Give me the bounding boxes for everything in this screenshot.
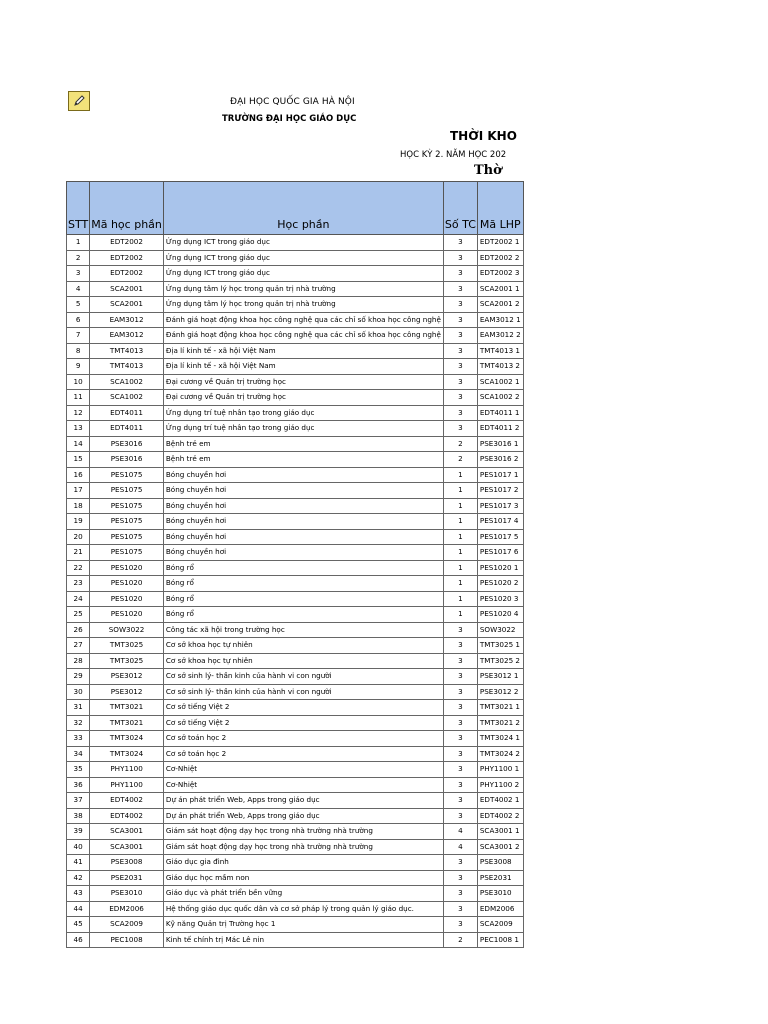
- cell-stt[interactable]: 46: [67, 932, 90, 948]
- table-row: [67, 235, 524, 251]
- cell-stt[interactable]: 20: [67, 529, 90, 545]
- table-row: [67, 808, 524, 824]
- cell-course-name[interactable]: Bóng rổ: [163, 560, 443, 576]
- table-row: [67, 312, 524, 328]
- cell-course-name[interactable]: Đánh giá hoạt động khoa học công nghệ qua các chỉ số khoa học công nghệ: [163, 328, 443, 344]
- cell-stt[interactable]: 37: [67, 793, 90, 809]
- cell-course-code[interactable]: EDT4011: [90, 405, 164, 421]
- cell-course-name[interactable]: Cơ sở sinh lý- thần kinh của hành vi con người: [163, 669, 443, 685]
- cell-course-code[interactable]: PES1075: [90, 514, 164, 530]
- cell-course-name[interactable]: Địa lí kinh tế - xã hội Việt Nam: [163, 359, 443, 375]
- cell-class-code[interactable]: SCA1002 2: [477, 390, 523, 406]
- cell-credits[interactable]: 3: [443, 622, 477, 638]
- cell-credits[interactable]: 3: [443, 684, 477, 700]
- cell-course-code[interactable]: TMT3025: [90, 638, 164, 654]
- cell-class-code[interactable]: EDT4002 2: [477, 808, 523, 824]
- cell-credits[interactable]: 1: [443, 545, 477, 561]
- cell-course-name[interactable]: Bóng chuyền hơi: [163, 529, 443, 545]
- cell-class-code[interactable]: SCA2001 1: [477, 281, 523, 297]
- cell-course-code[interactable]: EDT2002: [90, 266, 164, 282]
- cell-stt[interactable]: 3: [67, 266, 90, 282]
- cell-course-code[interactable]: TMT4013: [90, 343, 164, 359]
- table-row: [67, 498, 524, 514]
- cell-credits[interactable]: 3: [443, 777, 477, 793]
- cell-course-name[interactable]: Địa lí kinh tế - xã hội Việt Nam: [163, 343, 443, 359]
- cell-course-name[interactable]: Bóng chuyền hơi: [163, 467, 443, 483]
- table-row: [67, 638, 524, 654]
- cell-course-name[interactable]: Dự án phát triển Web, Apps trong giáo dục: [163, 793, 443, 809]
- cell-credits[interactable]: 3: [443, 359, 477, 375]
- table-row: [67, 483, 524, 499]
- table-row: [67, 917, 524, 933]
- term-label: HỌC KỲ 2. NĂM HỌC 202: [400, 150, 507, 160]
- cell-course-code[interactable]: SCA3001: [90, 839, 164, 855]
- cell-course-name[interactable]: Đại cương về Quản trị trường học: [163, 390, 443, 406]
- cell-course-name[interactable]: Ứng dụng ICT trong giáo dục: [163, 250, 443, 266]
- cell-course-name[interactable]: Hệ thống giáo dục quốc dân và cơ sở pháp lý trong quản lý giáo dục.: [163, 901, 443, 917]
- cell-course-code[interactable]: TMT3024: [90, 731, 164, 747]
- cell-class-code[interactable]: PES1020 2: [477, 576, 523, 592]
- cell-course-code[interactable]: EDT2002: [90, 235, 164, 251]
- table-row: [67, 560, 524, 576]
- table-row: [67, 405, 524, 421]
- cell-credits[interactable]: 4: [443, 824, 477, 840]
- cell-class-code[interactable]: EDT2002 3: [477, 266, 523, 282]
- cell-stt[interactable]: 45: [67, 917, 90, 933]
- cell-stt[interactable]: 17: [67, 483, 90, 499]
- cell-credits[interactable]: 3: [443, 638, 477, 654]
- cell-credits[interactable]: 1: [443, 529, 477, 545]
- cell-course-code[interactable]: PES1020: [90, 560, 164, 576]
- cell-stt[interactable]: 22: [67, 560, 90, 576]
- cell-stt[interactable]: 25: [67, 607, 90, 623]
- column-header-class-code[interactable]: Mã LHP: [477, 182, 523, 235]
- table-row: [67, 622, 524, 638]
- cell-class-code[interactable]: TMT3025 2: [477, 653, 523, 669]
- cell-class-code[interactable]: PES1020 3: [477, 591, 523, 607]
- table-row: [67, 901, 524, 917]
- cell-course-name[interactable]: Giáo dục gia đình: [163, 855, 443, 871]
- cell-class-code[interactable]: SCA2001 2: [477, 297, 523, 313]
- cell-course-name[interactable]: Bóng chuyền hơi: [163, 545, 443, 561]
- cell-credits[interactable]: 3: [443, 901, 477, 917]
- cell-stt[interactable]: 12: [67, 405, 90, 421]
- cell-credits[interactable]: 3: [443, 235, 477, 251]
- cell-course-code[interactable]: PES1020: [90, 576, 164, 592]
- column-header-stt[interactable]: STT: [67, 182, 90, 235]
- cell-course-code[interactable]: PSE3012: [90, 669, 164, 685]
- table-row: [67, 514, 524, 530]
- cell-stt[interactable]: 28: [67, 653, 90, 669]
- cell-class-code[interactable]: PES1017 6: [477, 545, 523, 561]
- cell-credits[interactable]: 3: [443, 669, 477, 685]
- cell-course-name[interactable]: Ứng dụng tâm lý học trong quản trị nhà trường: [163, 281, 443, 297]
- cell-class-code[interactable]: PES1017 3: [477, 498, 523, 514]
- cell-course-code[interactable]: EDT4002: [90, 808, 164, 824]
- table-row: [67, 684, 524, 700]
- cell-credits[interactable]: 3: [443, 328, 477, 344]
- cell-stt[interactable]: 10: [67, 374, 90, 390]
- cell-course-name[interactable]: Dự án phát triển Web, Apps trong giáo dục: [163, 808, 443, 824]
- table-row: [67, 793, 524, 809]
- table-row: [67, 343, 524, 359]
- cell-stt[interactable]: 2: [67, 250, 90, 266]
- cell-stt[interactable]: 5: [67, 297, 90, 313]
- page-subtitle: Thờ: [474, 163, 502, 178]
- cell-credits[interactable]: 3: [443, 390, 477, 406]
- cell-credits[interactable]: 3: [443, 250, 477, 266]
- cell-course-code[interactable]: SOW3022: [90, 622, 164, 638]
- cell-course-name[interactable]: Cơ sở khoa học tự nhiên: [163, 638, 443, 654]
- cell-credits[interactable]: 3: [443, 297, 477, 313]
- cell-course-code[interactable]: PES1020: [90, 607, 164, 623]
- cell-credits[interactable]: 3: [443, 870, 477, 886]
- cell-stt[interactable]: 44: [67, 901, 90, 917]
- cell-course-code[interactable]: SCA2009: [90, 917, 164, 933]
- cell-class-code[interactable]: TMT3021 2: [477, 715, 523, 731]
- table-header-row: [67, 182, 524, 235]
- cell-credits[interactable]: 3: [443, 855, 477, 871]
- cell-class-code[interactable]: SCA3001 2: [477, 839, 523, 855]
- cell-class-code[interactable]: SCA2009: [477, 917, 523, 933]
- cell-credits[interactable]: 1: [443, 607, 477, 623]
- cell-stt[interactable]: 42: [67, 870, 90, 886]
- cell-stt[interactable]: 41: [67, 855, 90, 871]
- table-row: [67, 529, 524, 545]
- cell-course-name[interactable]: Cơ-Nhiệt: [163, 777, 443, 793]
- cell-credits[interactable]: 3: [443, 653, 477, 669]
- table-row: [67, 328, 524, 344]
- cell-class-code[interactable]: PSE2031: [477, 870, 523, 886]
- cell-course-name[interactable]: Bóng chuyền hơi: [163, 498, 443, 514]
- table-row: [67, 281, 524, 297]
- cell-stt[interactable]: 35: [67, 762, 90, 778]
- cell-credits[interactable]: 3: [443, 715, 477, 731]
- column-header-credits[interactable]: Số TC: [443, 182, 477, 235]
- cell-course-name[interactable]: Đại cương về Quản trị trường học: [163, 374, 443, 390]
- table-row: [67, 421, 524, 437]
- cell-course-code[interactable]: EAM3012: [90, 312, 164, 328]
- cell-credits[interactable]: 3: [443, 405, 477, 421]
- cell-course-name[interactable]: Cơ sở tiếng Việt 2: [163, 715, 443, 731]
- page-title: THỜI KHO: [450, 129, 517, 143]
- cell-class-code[interactable]: PES1017 4: [477, 514, 523, 530]
- cell-course-code[interactable]: PSE2031: [90, 870, 164, 886]
- cell-course-code[interactable]: PSE3008: [90, 855, 164, 871]
- cell-course-code[interactable]: EDT4011: [90, 421, 164, 437]
- cell-credits[interactable]: 3: [443, 421, 477, 437]
- cell-stt[interactable]: 21: [67, 545, 90, 561]
- cell-class-code[interactable]: TMT3024 2: [477, 746, 523, 762]
- cell-course-code[interactable]: PES1020: [90, 591, 164, 607]
- cell-course-code[interactable]: PES1075: [90, 467, 164, 483]
- cell-stt[interactable]: 13: [67, 421, 90, 437]
- table-row: [67, 576, 524, 592]
- cell-course-name[interactable]: Ứng dụng trí tuệ nhân tạo trong giáo dục: [163, 421, 443, 437]
- cell-credits[interactable]: 4: [443, 839, 477, 855]
- cell-stt[interactable]: 33: [67, 731, 90, 747]
- cell-course-name[interactable]: Giám sát hoạt động dạy học trong nhà trường nhà trường: [163, 839, 443, 855]
- cell-course-code[interactable]: TMT3021: [90, 700, 164, 716]
- cell-class-code[interactable]: SOW3022: [477, 622, 523, 638]
- cell-class-code[interactable]: PES1020 1: [477, 560, 523, 576]
- table-row: [67, 250, 524, 266]
- cell-class-code[interactable]: PSE3016 1: [477, 436, 523, 452]
- table-row: [67, 591, 524, 607]
- cell-course-name[interactable]: Đánh giá hoạt động khoa học công nghệ qua các chỉ số khoa học công nghệ: [163, 312, 443, 328]
- cell-stt[interactable]: 43: [67, 886, 90, 902]
- table-row: [67, 855, 524, 871]
- cell-class-code[interactable]: SCA3001 1: [477, 824, 523, 840]
- table-row: [67, 390, 524, 406]
- cell-stt[interactable]: 31: [67, 700, 90, 716]
- cell-credits[interactable]: 3: [443, 731, 477, 747]
- cell-class-code[interactable]: TMT4013 1: [477, 343, 523, 359]
- cell-stt[interactable]: 9: [67, 359, 90, 375]
- cell-course-name[interactable]: Công tác xã hội trong trường học: [163, 622, 443, 638]
- cell-stt[interactable]: 38: [67, 808, 90, 824]
- cell-class-code[interactable]: PES1020 4: [477, 607, 523, 623]
- table-row: [67, 839, 524, 855]
- cell-stt[interactable]: 16: [67, 467, 90, 483]
- cell-class-code[interactable]: PHY1100 1: [477, 762, 523, 778]
- cell-credits[interactable]: 2: [443, 436, 477, 452]
- cell-credits[interactable]: 3: [443, 886, 477, 902]
- cell-stt[interactable]: 23: [67, 576, 90, 592]
- table-row: [67, 746, 524, 762]
- cell-class-code[interactable]: TMT4013 2: [477, 359, 523, 375]
- cell-course-code[interactable]: SCA1002: [90, 374, 164, 390]
- cell-class-code[interactable]: PSE3012 1: [477, 669, 523, 685]
- cell-credits[interactable]: 1: [443, 576, 477, 592]
- cell-credits[interactable]: 1: [443, 560, 477, 576]
- cell-class-code[interactable]: EDT2002 2: [477, 250, 523, 266]
- table-row: [67, 777, 524, 793]
- table-row: [67, 266, 524, 282]
- cell-stt[interactable]: 24: [67, 591, 90, 607]
- cell-stt[interactable]: 14: [67, 436, 90, 452]
- cell-credits[interactable]: 1: [443, 591, 477, 607]
- cell-course-code[interactable]: EDM2006: [90, 901, 164, 917]
- cell-class-code[interactable]: EDT2002 1: [477, 235, 523, 251]
- cell-stt[interactable]: 1: [67, 235, 90, 251]
- cell-course-name[interactable]: Ứng dụng ICT trong giáo dục: [163, 266, 443, 282]
- cell-course-code[interactable]: EAM3012: [90, 328, 164, 344]
- cell-course-name[interactable]: Bệnh trẻ em: [163, 452, 443, 468]
- cell-stt[interactable]: 39: [67, 824, 90, 840]
- table-row: [67, 669, 524, 685]
- cell-class-code[interactable]: SCA1002 1: [477, 374, 523, 390]
- cell-credits[interactable]: 2: [443, 452, 477, 468]
- cell-course-code[interactable]: TMT3021: [90, 715, 164, 731]
- table-row: [67, 762, 524, 778]
- cell-stt[interactable]: 34: [67, 746, 90, 762]
- cell-class-code[interactable]: EAM3012 2: [477, 328, 523, 344]
- cell-class-code[interactable]: PES1017 2: [477, 483, 523, 499]
- table-row: [67, 886, 524, 902]
- cell-course-name[interactable]: Bóng rổ: [163, 607, 443, 623]
- cell-course-name[interactable]: Kinh tế chính trị Mác Lê nin: [163, 932, 443, 948]
- cell-class-code[interactable]: PES1017 5: [477, 529, 523, 545]
- cell-course-code[interactable]: SCA2001: [90, 297, 164, 313]
- table-row: [67, 607, 524, 623]
- cell-class-code[interactable]: PSE3008: [477, 855, 523, 871]
- cell-stt[interactable]: 36: [67, 777, 90, 793]
- cell-class-code[interactable]: EDT4011 1: [477, 405, 523, 421]
- table-body: [67, 235, 524, 948]
- cell-course-code[interactable]: PES1075: [90, 483, 164, 499]
- table-row: [67, 700, 524, 716]
- cell-class-code[interactable]: PEC1008 1: [477, 932, 523, 948]
- cell-course-code[interactable]: PES1075: [90, 498, 164, 514]
- table-row: [67, 731, 524, 747]
- cell-course-code[interactable]: PES1075: [90, 545, 164, 561]
- cell-stt[interactable]: 6: [67, 312, 90, 328]
- cell-course-name[interactable]: Cơ sở sinh lý- thần kinh của hành vi con người: [163, 684, 443, 700]
- cell-course-code[interactable]: TMT3025: [90, 653, 164, 669]
- cell-credits[interactable]: 3: [443, 281, 477, 297]
- cell-stt[interactable]: 29: [67, 669, 90, 685]
- cell-class-code[interactable]: PSE3010: [477, 886, 523, 902]
- table-row: [67, 824, 524, 840]
- table-row: [67, 436, 524, 452]
- cell-course-name[interactable]: Cơ sở toán học 2: [163, 746, 443, 762]
- timetable: [66, 181, 524, 948]
- cell-stt[interactable]: 26: [67, 622, 90, 638]
- cell-credits[interactable]: 3: [443, 266, 477, 282]
- cell-course-name[interactable]: Bóng chuyền hơi: [163, 483, 443, 499]
- cell-stt[interactable]: 27: [67, 638, 90, 654]
- cell-stt[interactable]: 32: [67, 715, 90, 731]
- table-row: [67, 297, 524, 313]
- cell-course-code[interactable]: TMT3024: [90, 746, 164, 762]
- cell-course-name[interactable]: Giáo dục học mầm non: [163, 870, 443, 886]
- table-row: [67, 545, 524, 561]
- cell-stt[interactable]: 30: [67, 684, 90, 700]
- cell-course-name[interactable]: Cơ sở tiếng Việt 2: [163, 700, 443, 716]
- cell-stt[interactable]: 4: [67, 281, 90, 297]
- cell-credits[interactable]: 1: [443, 483, 477, 499]
- cell-stt[interactable]: 19: [67, 514, 90, 530]
- cell-course-code[interactable]: PHY1100: [90, 777, 164, 793]
- cell-class-code[interactable]: TMT3024 1: [477, 731, 523, 747]
- cell-course-name[interactable]: Giáo dục và phát triển bền vững: [163, 886, 443, 902]
- cell-class-code[interactable]: EDT4002 1: [477, 793, 523, 809]
- cell-course-name[interactable]: Giám sát hoạt động dạy học trong nhà trường nhà trường: [163, 824, 443, 840]
- cell-class-code[interactable]: EDT4011 2: [477, 421, 523, 437]
- table-row: [67, 715, 524, 731]
- cell-course-name[interactable]: Cơ sở toán học 2: [163, 731, 443, 747]
- cell-course-name[interactable]: Ứng dụng ICT trong giáo dục: [163, 235, 443, 251]
- cell-credits[interactable]: 3: [443, 374, 477, 390]
- table-row: [67, 374, 524, 390]
- table-row: [67, 467, 524, 483]
- university-name: ĐẠI HỌC QUỐC GIA HÀ NỘI: [230, 97, 355, 107]
- cell-class-code[interactable]: TMT3025 1: [477, 638, 523, 654]
- cell-course-name[interactable]: Bóng rổ: [163, 576, 443, 592]
- cell-course-code[interactable]: PSE3016: [90, 452, 164, 468]
- cell-stt[interactable]: 7: [67, 328, 90, 344]
- cell-course-code[interactable]: EDT2002: [90, 250, 164, 266]
- cell-course-name[interactable]: Ứng dụng tâm lý học trong quản trị nhà trường: [163, 297, 443, 313]
- table-row: [67, 932, 524, 948]
- cell-course-code[interactable]: PEC1008: [90, 932, 164, 948]
- cell-course-code[interactable]: SCA3001: [90, 824, 164, 840]
- cell-course-name[interactable]: Bóng rổ: [163, 591, 443, 607]
- cell-credits[interactable]: 3: [443, 312, 477, 328]
- table-row: [67, 452, 524, 468]
- table-row: [67, 653, 524, 669]
- cell-course-name[interactable]: Bóng chuyền hơi: [163, 514, 443, 530]
- cell-credits[interactable]: 3: [443, 762, 477, 778]
- cell-stt[interactable]: 40: [67, 839, 90, 855]
- school-name: TRƯỜNG ĐẠI HỌC GIÁO DỤC: [222, 114, 357, 124]
- column-header-course-code[interactable]: Mã học phần: [90, 182, 164, 235]
- cell-course-code[interactable]: PSE3010: [90, 886, 164, 902]
- cell-credits[interactable]: 3: [443, 793, 477, 809]
- cell-course-code[interactable]: SCA1002: [90, 390, 164, 406]
- cell-credits[interactable]: 1: [443, 498, 477, 514]
- cell-course-code[interactable]: PSE3012: [90, 684, 164, 700]
- cell-credits[interactable]: 3: [443, 808, 477, 824]
- cell-course-name[interactable]: Kỹ năng Quản trị Trường học 1: [163, 917, 443, 933]
- cell-stt[interactable]: 15: [67, 452, 90, 468]
- cell-class-code[interactable]: EDM2006: [477, 901, 523, 917]
- cell-class-code[interactable]: PSE3016 2: [477, 452, 523, 468]
- cell-course-name[interactable]: Cơ sở khoa học tự nhiên: [163, 653, 443, 669]
- cell-course-name[interactable]: Cơ-Nhiệt: [163, 762, 443, 778]
- cell-stt[interactable]: 11: [67, 390, 90, 406]
- cell-credits[interactable]: 3: [443, 917, 477, 933]
- cell-course-code[interactable]: PSE3016: [90, 436, 164, 452]
- cell-course-name[interactable]: Ứng dụng trí tuệ nhân tạo trong giáo dục: [163, 405, 443, 421]
- cell-class-code[interactable]: EAM3012 1: [477, 312, 523, 328]
- table-row: [67, 870, 524, 886]
- cell-course-code[interactable]: EDT4002: [90, 793, 164, 809]
- cell-class-code[interactable]: TMT3021 1: [477, 700, 523, 716]
- cell-stt[interactable]: 8: [67, 343, 90, 359]
- cell-class-code[interactable]: PSE3012 2: [477, 684, 523, 700]
- table-row: [67, 359, 524, 375]
- cell-course-code[interactable]: SCA2001: [90, 281, 164, 297]
- cell-credits[interactable]: 3: [443, 700, 477, 716]
- cell-course-name[interactable]: Bệnh trẻ em: [163, 436, 443, 452]
- cell-credits[interactable]: 3: [443, 343, 477, 359]
- cell-class-code[interactable]: PHY1100 2: [477, 777, 523, 793]
- cell-class-code[interactable]: PES1017 1: [477, 467, 523, 483]
- cell-credits[interactable]: 3: [443, 746, 477, 762]
- cell-course-code[interactable]: PHY1100: [90, 762, 164, 778]
- cell-credits[interactable]: 1: [443, 467, 477, 483]
- cell-course-code[interactable]: TMT4013: [90, 359, 164, 375]
- cell-course-code[interactable]: PES1075: [90, 529, 164, 545]
- column-header-course-name[interactable]: Học phần: [163, 182, 443, 235]
- cell-stt[interactable]: 18: [67, 498, 90, 514]
- cell-credits[interactable]: 1: [443, 514, 477, 530]
- cell-credits[interactable]: 2: [443, 932, 477, 948]
